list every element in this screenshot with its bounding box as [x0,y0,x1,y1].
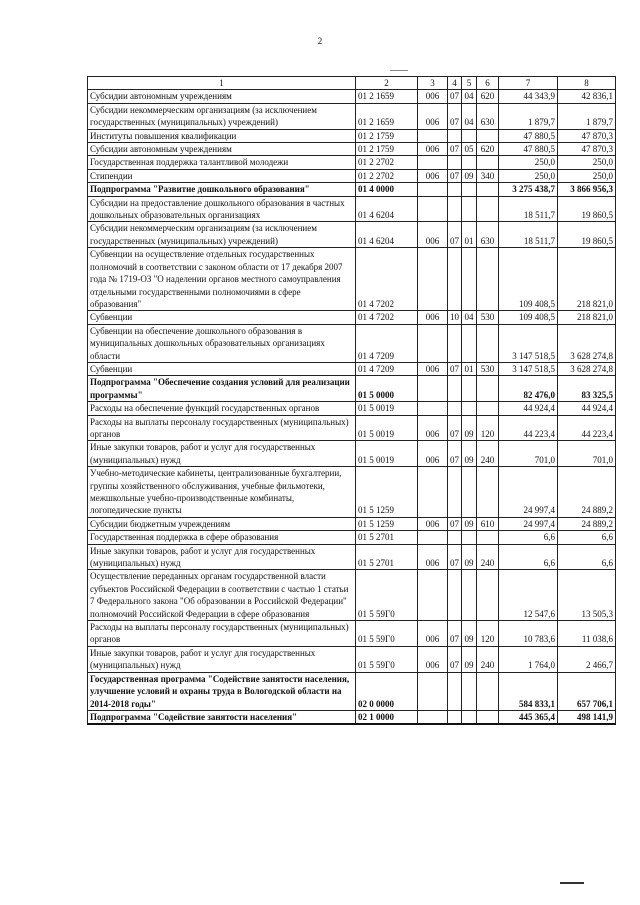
row-amount-2018-cell: 218 821,0 [558,311,616,324]
row-type-cell [477,467,499,518]
row-section-cell: 07 [448,90,462,103]
row-gr-cell: 006 [418,143,448,156]
row-name-cell: Субсидии автономным учреждениям [88,143,356,156]
row-subsection-cell [462,129,477,142]
row-amount-2018-cell: 6,6 [558,531,616,544]
row-section-cell [448,570,462,621]
table-row [88,169,616,182]
row-type-cell: 620 [477,143,499,156]
row-section-cell [448,324,462,362]
row-amount-2018-cell: 19 860,5 [558,222,616,248]
row-section-cell: 07 [448,646,462,672]
row-amount-2017-cell: 109 408,5 [499,311,558,324]
row-section-cell: 07 [448,143,462,156]
row-section-cell: 07 [448,517,462,530]
row-name-cell: Субвенции на обеспечение дошкольного образования в муниципальных дошкольных образовательных организациях области [88,324,356,362]
row-gr-cell: 006 [418,621,448,647]
row-subsection-cell [462,183,477,196]
row-amount-2017-cell: 6,6 [499,544,558,570]
table-row [88,517,616,530]
row-amount-2017-cell: 3 147 518,5 [499,324,558,362]
row-code-cell: 01 2 1659 [356,103,418,129]
row-name-cell: Субвенции [88,311,356,324]
table-row [88,402,616,415]
row-type-cell: 240 [477,646,499,672]
row-section-cell: 07 [448,415,462,441]
row-type-cell: 120 [477,415,499,441]
table-row [88,376,616,402]
row-type-cell [477,376,499,402]
row-gr-cell [418,710,448,724]
row-code-cell: 01 5 1259 [356,467,418,518]
row-subsection-cell: 01 [462,362,477,375]
row-subsection-cell: 09 [462,169,477,182]
header-cell-8: 8 [558,77,616,90]
row-gr-cell: 006 [418,169,448,182]
row-amount-2018-cell: 250,0 [558,169,616,182]
row-code-cell: 01 5 59Г0 [356,646,418,672]
row-subsection-cell: 04 [462,90,477,103]
header-cell-3: 3 [418,77,448,90]
row-amount-2017-cell: 82 476,0 [499,376,558,402]
header-cell-1: 1 [88,77,356,90]
row-gr-cell [418,376,448,402]
table-row [88,129,616,142]
row-name-cell: Иные закупки товаров, работ и услуг для государственных (муниципальных) нужд [88,646,356,672]
row-subsection-cell [462,196,477,222]
row-name-cell: Расходы на выплаты персоналу государственных (муниципальных) органов [88,621,356,647]
row-amount-2018-cell: 11 038,6 [558,621,616,647]
row-amount-2018-cell: 19 860,5 [558,196,616,222]
row-gr-cell: 006 [418,544,448,570]
row-code-cell: 02 0 0000 [356,672,418,710]
row-amount-2018-cell: 6,6 [558,544,616,570]
row-gr-cell: 006 [418,517,448,530]
row-subsection-cell: 01 [462,222,477,248]
table-row [88,646,616,672]
row-gr-cell: 006 [418,103,448,129]
row-name-cell: Расходы на обеспечение функций государственных органов [88,402,356,415]
row-code-cell: 01 4 6204 [356,196,418,222]
row-type-cell: 530 [477,311,499,324]
row-amount-2018-cell: 44 924,4 [558,402,616,415]
table-row [88,710,616,724]
row-subsection-cell: 09 [462,415,477,441]
row-code-cell: 02 1 0000 [356,710,418,724]
table-row [88,544,616,570]
row-gr-cell [418,467,448,518]
row-name-cell: Подпрограмма "Развитие дошкольного образования" [88,183,356,196]
row-amount-2017-cell: 47 880,5 [499,129,558,142]
row-amount-2017-cell: 24 997,4 [499,467,558,518]
row-gr-cell [418,248,448,311]
row-amount-2017-cell: 47 880,5 [499,143,558,156]
row-subsection-cell [462,570,477,621]
row-gr-cell: 006 [418,222,448,248]
row-section-cell [448,672,462,710]
row-amount-2018-cell: 47 870,3 [558,143,616,156]
row-amount-2017-cell: 701,0 [499,441,558,467]
row-type-cell: 610 [477,517,499,530]
row-name-cell: Расходы на выплаты персоналу государственных (муниципальных) органов [88,415,356,441]
row-type-cell: 630 [477,103,499,129]
row-subsection-cell [462,156,477,169]
row-name-cell: Государственная поддержка в сфере образования [88,531,356,544]
row-section-cell [448,248,462,311]
row-name-cell: Подпрограмма "Содействие занятости населения" [88,710,356,724]
row-type-cell [477,531,499,544]
row-type-cell: 240 [477,544,499,570]
row-section-cell: 07 [448,222,462,248]
row-amount-2017-cell: 3 147 518,5 [499,362,558,375]
table-row [88,531,616,544]
table-row [88,441,616,467]
table-row [88,621,616,647]
row-amount-2017-cell: 24 997,4 [499,517,558,530]
row-gr-cell [418,570,448,621]
row-subsection-cell [462,248,477,311]
row-section-cell [448,196,462,222]
row-section-cell [448,710,462,724]
row-type-cell [477,710,499,724]
row-subsection-cell [462,672,477,710]
row-name-cell: Осуществление переданных органам государственной власти субъектов Российской Федерации в соответствии с частью 1 статьи 7 Федерального закона "Об образовании в Российской Федерации" полномочий Российской Федерации в сфере образования [88,570,356,621]
row-amount-2018-cell: 42 836,1 [558,90,616,103]
row-subsection-cell [462,376,477,402]
row-section-cell: 07 [448,169,462,182]
row-subsection-cell: 09 [462,441,477,467]
row-type-cell [477,672,499,710]
row-amount-2017-cell: 12 547,6 [499,570,558,621]
row-name-cell: Подпрограмма "Обеспечение создания условий для реализации программы" [88,376,356,402]
row-section-cell [448,376,462,402]
row-section-cell: 07 [448,103,462,129]
row-amount-2018-cell: 3 628 274,8 [558,324,616,362]
row-code-cell: 01 5 0019 [356,402,418,415]
row-amount-2018-cell: 13 505,3 [558,570,616,621]
row-section-cell [448,467,462,518]
table-row [88,143,616,156]
row-type-cell: 630 [477,222,499,248]
row-code-cell: 01 5 59Г0 [356,570,418,621]
table-row [88,570,616,621]
row-gr-cell [418,183,448,196]
scan-mark-bottom [560,882,584,884]
row-code-cell: 01 5 2701 [356,531,418,544]
row-amount-2017-cell: 44 924,4 [499,402,558,415]
header-cell-4: 4 [448,77,462,90]
row-amount-2017-cell: 18 511,7 [499,196,558,222]
row-gr-cell [418,156,448,169]
row-amount-2018-cell: 218 821,0 [558,248,616,311]
page-number: 2 [317,36,323,46]
row-name-cell: Субвенции на осуществление отдельных государственных полномочий в соответствии с законом области от 17 декабря 2007 года № 1719-ОЗ "О наделении органов местного самоуправления отдельными государственными полномочиями в сфере образования" [88,248,356,311]
row-subsection-cell: 05 [462,143,477,156]
row-subsection-cell: 04 [462,311,477,324]
row-section-cell [448,531,462,544]
row-section-cell: 07 [448,544,462,570]
row-gr-cell [418,672,448,710]
header-cell-7: 7 [499,77,558,90]
row-amount-2018-cell: 47 870,3 [558,129,616,142]
row-gr-cell [418,531,448,544]
row-subsection-cell [462,531,477,544]
row-section-cell: 07 [448,621,462,647]
row-type-cell [477,324,499,362]
row-amount-2018-cell: 24 889,2 [558,467,616,518]
row-code-cell: 01 2 2702 [356,169,418,182]
row-amount-2018-cell: 1 879,7 [558,103,616,129]
table-row [88,183,616,196]
row-name-cell: Субсидии бюджетным учреждениям [88,517,356,530]
row-gr-cell [418,324,448,362]
row-gr-cell: 006 [418,311,448,324]
row-amount-2017-cell: 18 511,7 [499,222,558,248]
row-amount-2017-cell: 3 275 438,7 [499,183,558,196]
row-amount-2017-cell: 1 764,0 [499,646,558,672]
row-subsection-cell [462,467,477,518]
row-name-cell: Субсидии некоммерческим организациям (за исключением государственных (муниципальных) учреждений) [88,103,356,129]
row-type-cell [477,183,499,196]
row-code-cell: 01 2 1759 [356,129,418,142]
row-subsection-cell [462,324,477,362]
table-row [88,90,616,103]
row-section-cell: 07 [448,441,462,467]
row-code-cell: 01 4 0000 [356,183,418,196]
row-amount-2017-cell: 44 223,4 [499,415,558,441]
row-name-cell: Стипендии [88,169,356,182]
row-section-cell: 07 [448,362,462,375]
row-amount-2018-cell: 3 866 956,3 [558,183,616,196]
row-amount-2018-cell: 24 889,2 [558,517,616,530]
row-type-cell [477,402,499,415]
row-code-cell: 01 5 0019 [356,441,418,467]
row-code-cell: 01 5 2701 [356,544,418,570]
row-name-cell: Государственная поддержка талантливой молодежи [88,156,356,169]
row-amount-2017-cell: 6,6 [499,531,558,544]
row-name-cell: Иные закупки товаров, работ и услуг для государственных (муниципальных) нужд [88,544,356,570]
row-gr-cell [418,129,448,142]
row-amount-2017-cell: 445 365,4 [499,710,558,724]
row-type-cell: 240 [477,441,499,467]
row-amount-2018-cell: 657 706,1 [558,672,616,710]
row-name-cell: Субсидии автономным учреждениям [88,90,356,103]
row-code-cell: 01 4 7209 [356,362,418,375]
row-subsection-cell: 09 [462,544,477,570]
row-amount-2018-cell: 701,0 [558,441,616,467]
row-amount-2017-cell: 1 879,7 [499,103,558,129]
row-amount-2017-cell: 10 783,6 [499,621,558,647]
table-header-row [88,77,616,90]
row-name-cell: Государственная программа "Содействие занятости населения, улучшение условий и охраны труда в Вологодской области на 2014-2018 годы" [88,672,356,710]
table-row [88,467,616,518]
row-type-cell: 620 [477,90,499,103]
table-row [88,196,616,222]
row-type-cell [477,156,499,169]
row-gr-cell: 006 [418,646,448,672]
row-section-cell [448,156,462,169]
row-section-cell: 10 [448,311,462,324]
row-type-cell [477,129,499,142]
row-type-cell [477,196,499,222]
row-code-cell: 01 5 59Г0 [356,621,418,647]
table-row [88,156,616,169]
row-code-cell: 01 4 7202 [356,248,418,311]
row-subsection-cell: 09 [462,646,477,672]
row-subsection-cell [462,710,477,724]
row-amount-2017-cell: 109 408,5 [499,248,558,311]
row-amount-2018-cell: 498 141,9 [558,710,616,724]
row-code-cell: 01 4 7202 [356,311,418,324]
row-section-cell [448,183,462,196]
table-row [88,248,616,311]
row-type-cell: 530 [477,362,499,375]
row-gr-cell [418,402,448,415]
row-code-cell: 01 2 1659 [356,90,418,103]
row-amount-2017-cell: 250,0 [499,156,558,169]
row-amount-2018-cell: 3 628 274,8 [558,362,616,375]
row-amount-2017-cell: 44 343,9 [499,90,558,103]
row-subsection-cell: 09 [462,621,477,647]
header-cell-6: 6 [477,77,499,90]
row-name-cell: Субвенции [88,362,356,375]
row-name-cell: Иные закупки товаров, работ и услуг для государственных (муниципальных) нужд [88,441,356,467]
table-row [88,311,616,324]
row-subsection-cell: 09 [462,517,477,530]
row-gr-cell: 006 [418,415,448,441]
row-gr-cell [418,196,448,222]
row-amount-2018-cell: 83 325,5 [558,376,616,402]
row-code-cell: 01 2 1759 [356,143,418,156]
row-amount-2018-cell: 44 223,4 [558,415,616,441]
row-type-cell [477,570,499,621]
row-gr-cell: 006 [418,441,448,467]
table-row [88,324,616,362]
row-code-cell: 01 4 7209 [356,324,418,362]
row-subsection-cell: 04 [462,103,477,129]
row-name-cell: Учебно-методические кабинеты, централизованные бухгалтерии, группы хозяйственного обслуживания, учебные фильмотеки, межшкольные учебно-производственные комбинаты, логопедические пункты [88,467,356,518]
budget-table [87,76,616,725]
row-section-cell [448,129,462,142]
header-cell-2: 2 [356,77,418,90]
row-name-cell: Субсидии на предоставление дошкольного образования в частных дошкольных образовательных организациях [88,196,356,222]
row-amount-2018-cell: 250,0 [558,156,616,169]
row-amount-2018-cell: 2 466,7 [558,646,616,672]
row-gr-cell: 006 [418,90,448,103]
row-code-cell: 01 5 0000 [356,376,418,402]
scan-mark-top [390,70,408,71]
table-row [88,222,616,248]
row-code-cell: 01 5 0019 [356,415,418,441]
row-amount-2017-cell: 250,0 [499,169,558,182]
table-row [88,415,616,441]
row-code-cell: 01 4 6204 [356,222,418,248]
row-amount-2017-cell: 584 833,1 [499,672,558,710]
row-type-cell: 340 [477,169,499,182]
table-row [88,103,616,129]
header-cell-5: 5 [462,77,477,90]
row-section-cell [448,402,462,415]
row-type-cell [477,248,499,311]
row-type-cell: 120 [477,621,499,647]
table-row [88,362,616,375]
row-code-cell: 01 2 2702 [356,156,418,169]
table-row [88,672,616,710]
row-gr-cell: 006 [418,362,448,375]
row-name-cell: Институты повышения квалификации [88,129,356,142]
row-name-cell: Субсидии некоммерческим организациям (за исключением государственных (муниципальных) учреждений) [88,222,356,248]
row-code-cell: 01 5 1259 [356,517,418,530]
row-subsection-cell [462,402,477,415]
